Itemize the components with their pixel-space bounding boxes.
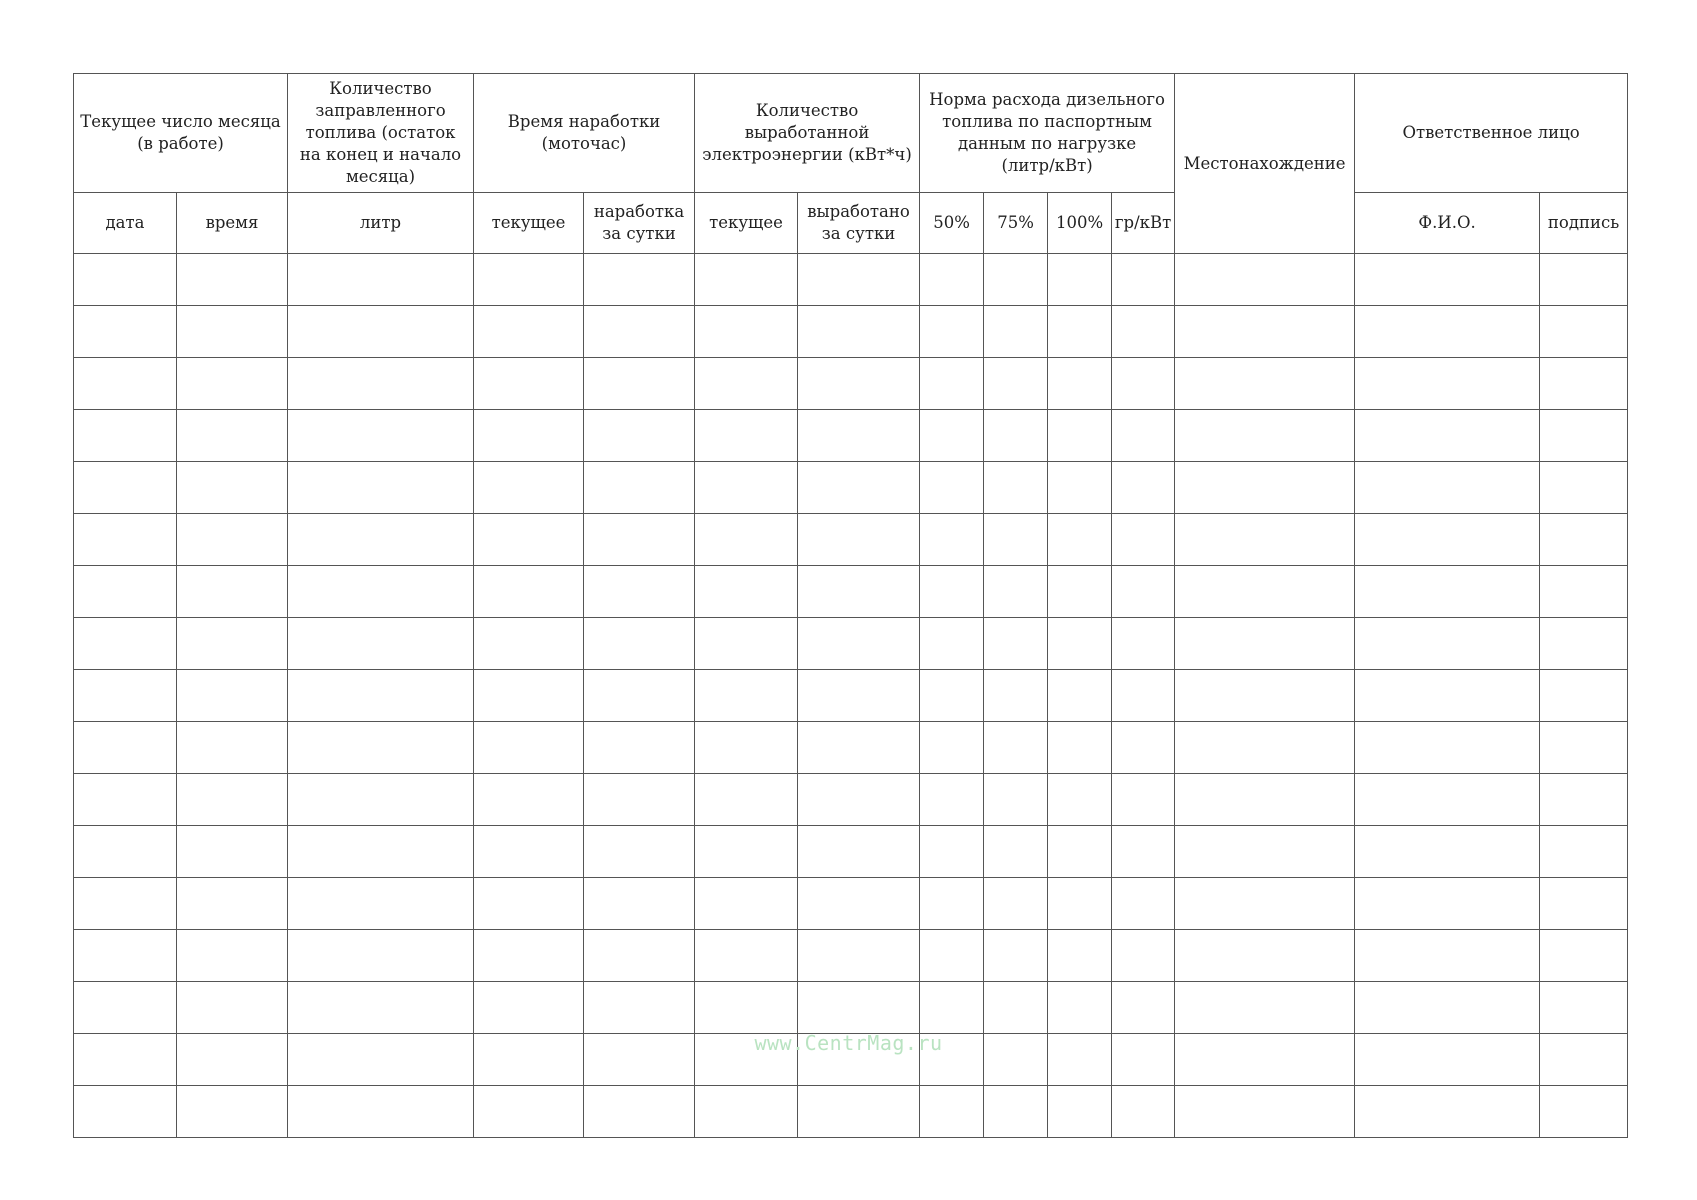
blank-cell[interactable] (74, 566, 177, 618)
blank-cell[interactable] (920, 462, 984, 514)
blank-cell[interactable] (1175, 566, 1355, 618)
blank-cell[interactable] (695, 514, 798, 566)
blank-cell[interactable] (1355, 930, 1540, 982)
blank-cell[interactable] (177, 618, 288, 670)
blank-cell[interactable] (474, 774, 584, 826)
blank-cell[interactable] (920, 618, 984, 670)
blank-entry-rows (74, 254, 1628, 1138)
blank-cell[interactable] (288, 462, 474, 514)
table-row (74, 1086, 1628, 1138)
blank-cell[interactable] (584, 878, 695, 930)
blank-cell[interactable] (920, 410, 984, 462)
blank-cell[interactable] (1175, 982, 1355, 1034)
table-row (74, 462, 1628, 514)
blank-cell[interactable] (1175, 826, 1355, 878)
subheader-date: дата (74, 193, 177, 254)
blank-cell[interactable] (695, 254, 798, 306)
blank-cell[interactable] (1355, 618, 1540, 670)
blank-cell[interactable] (474, 618, 584, 670)
blank-cell[interactable] (1175, 670, 1355, 722)
blank-cell[interactable] (695, 1086, 798, 1138)
blank-cell[interactable] (1355, 254, 1540, 306)
blank-cell[interactable] (288, 878, 474, 930)
blank-cell[interactable] (1175, 254, 1355, 306)
blank-cell[interactable] (798, 462, 920, 514)
blank-cell[interactable] (177, 410, 288, 462)
blank-cell[interactable] (1112, 878, 1175, 930)
blank-cell[interactable] (695, 826, 798, 878)
blank-cell[interactable] (584, 254, 695, 306)
blank-cell[interactable] (584, 358, 695, 410)
subheader-liter: литр (288, 193, 474, 254)
header-responsible-person: Ответственное лицо (1355, 74, 1628, 193)
blank-cell[interactable] (74, 618, 177, 670)
blank-cell[interactable] (177, 462, 288, 514)
blank-cell[interactable] (74, 878, 177, 930)
blank-cell[interactable] (1540, 826, 1628, 878)
blank-cell[interactable] (1540, 878, 1628, 930)
blank-cell[interactable] (1355, 566, 1540, 618)
blank-cell[interactable] (984, 566, 1048, 618)
table-row (74, 306, 1628, 358)
subheader-energy-current: текущее (695, 193, 798, 254)
blank-cell[interactable] (1112, 982, 1175, 1034)
blank-cell[interactable] (920, 670, 984, 722)
blank-cell[interactable] (920, 722, 984, 774)
blank-cell[interactable] (1112, 826, 1175, 878)
blank-cell[interactable] (984, 1086, 1048, 1138)
fuel-log-form (73, 73, 1627, 1138)
blank-cell[interactable] (474, 410, 584, 462)
blank-cell[interactable] (584, 982, 695, 1034)
blank-cell[interactable] (1112, 722, 1175, 774)
blank-cell[interactable] (1048, 254, 1112, 306)
subheader-load-100: 100% (1048, 193, 1112, 254)
blank-cell[interactable] (695, 566, 798, 618)
blank-cell[interactable] (920, 358, 984, 410)
blank-cell[interactable] (695, 982, 798, 1034)
blank-cell[interactable] (177, 722, 288, 774)
blank-cell[interactable] (177, 514, 288, 566)
blank-cell[interactable] (584, 1086, 695, 1138)
blank-cell[interactable] (474, 826, 584, 878)
subheader-signature: подпись (1540, 193, 1628, 254)
blank-cell[interactable] (177, 566, 288, 618)
blank-cell[interactable] (1355, 462, 1540, 514)
blank-cell[interactable] (984, 514, 1048, 566)
blank-cell[interactable] (1355, 722, 1540, 774)
blank-cell[interactable] (288, 1086, 474, 1138)
blank-cell[interactable] (1175, 358, 1355, 410)
blank-cell[interactable] (1112, 670, 1175, 722)
blank-cell[interactable] (1048, 566, 1112, 618)
blank-cell[interactable] (984, 618, 1048, 670)
blank-cell[interactable] (798, 358, 920, 410)
blank-cell[interactable] (177, 358, 288, 410)
blank-cell[interactable] (695, 722, 798, 774)
blank-cell[interactable] (1048, 618, 1112, 670)
blank-cell[interactable] (584, 774, 695, 826)
blank-cell[interactable] (984, 670, 1048, 722)
blank-cell[interactable] (1175, 306, 1355, 358)
blank-cell[interactable] (74, 982, 177, 1034)
blank-cell[interactable] (74, 306, 177, 358)
blank-cell[interactable] (1112, 358, 1175, 410)
blank-cell[interactable] (288, 566, 474, 618)
blank-cell[interactable] (288, 670, 474, 722)
subheader-full-name: Ф.И.О. (1355, 193, 1540, 254)
blank-cell[interactable] (1175, 774, 1355, 826)
blank-cell[interactable] (1048, 670, 1112, 722)
blank-cell[interactable] (1048, 306, 1112, 358)
subheader-load-50: 50% (920, 193, 984, 254)
blank-cell[interactable] (798, 982, 920, 1034)
blank-cell[interactable] (984, 982, 1048, 1034)
table-row (74, 618, 1628, 670)
blank-cell[interactable] (584, 618, 695, 670)
blank-cell[interactable] (1112, 514, 1175, 566)
blank-cell[interactable] (1540, 306, 1628, 358)
blank-cell[interactable] (1540, 1086, 1628, 1138)
table-row (74, 930, 1628, 982)
blank-cell[interactable] (74, 670, 177, 722)
blank-cell[interactable] (695, 670, 798, 722)
blank-cell[interactable] (474, 566, 584, 618)
blank-cell[interactable] (1048, 774, 1112, 826)
subheader-gram-per-kw: гр/кВт (1112, 193, 1175, 254)
blank-cell[interactable] (920, 566, 984, 618)
blank-cell[interactable] (74, 826, 177, 878)
blank-cell[interactable] (695, 358, 798, 410)
blank-cell[interactable] (1112, 1086, 1175, 1138)
blank-cell[interactable] (1175, 722, 1355, 774)
blank-cell[interactable] (1048, 826, 1112, 878)
blank-cell[interactable] (288, 982, 474, 1034)
blank-cell[interactable] (177, 670, 288, 722)
blank-cell[interactable] (695, 930, 798, 982)
blank-cell[interactable] (920, 514, 984, 566)
blank-cell[interactable] (798, 306, 920, 358)
blank-cell[interactable] (1048, 982, 1112, 1034)
blank-cell[interactable] (1175, 410, 1355, 462)
blank-cell[interactable] (1048, 462, 1112, 514)
blank-cell[interactable] (1540, 514, 1628, 566)
blank-cell[interactable] (1048, 1086, 1112, 1138)
blank-cell[interactable] (74, 254, 177, 306)
blank-cell[interactable] (288, 618, 474, 670)
blank-cell[interactable] (288, 774, 474, 826)
blank-cell[interactable] (1048, 358, 1112, 410)
blank-cell[interactable] (474, 1086, 584, 1138)
blank-cell[interactable] (474, 982, 584, 1034)
blank-cell[interactable] (984, 930, 1048, 982)
blank-cell[interactable] (798, 722, 920, 774)
blank-cell[interactable] (1112, 306, 1175, 358)
table-row (74, 878, 1628, 930)
blank-cell[interactable] (1540, 410, 1628, 462)
subheader-time: время (177, 193, 288, 254)
blank-cell[interactable] (474, 514, 584, 566)
blank-cell[interactable] (288, 306, 474, 358)
blank-cell[interactable] (984, 358, 1048, 410)
blank-cell[interactable] (1112, 410, 1175, 462)
blank-cell[interactable] (177, 930, 288, 982)
blank-cell[interactable] (984, 410, 1048, 462)
subheader-running-per-day: наработка за сутки (584, 193, 695, 254)
blank-cell[interactable] (920, 774, 984, 826)
blank-cell[interactable] (74, 774, 177, 826)
blank-cell[interactable] (1175, 1086, 1355, 1138)
blank-cell[interactable] (1048, 410, 1112, 462)
header-running-time: Время наработки (моточас) (474, 74, 695, 193)
table-row (74, 254, 1628, 306)
blank-cell[interactable] (177, 1086, 288, 1138)
blank-cell[interactable] (177, 254, 288, 306)
blank-cell[interactable] (920, 1086, 984, 1138)
blank-cell[interactable] (984, 774, 1048, 826)
blank-cell[interactable] (798, 826, 920, 878)
table-row (74, 722, 1628, 774)
blank-cell[interactable] (474, 670, 584, 722)
blank-cell[interactable] (474, 878, 584, 930)
blank-cell[interactable] (984, 878, 1048, 930)
blank-cell[interactable] (74, 1086, 177, 1138)
blank-cell[interactable] (584, 306, 695, 358)
blank-cell[interactable] (920, 930, 984, 982)
blank-cell[interactable] (584, 930, 695, 982)
blank-cell[interactable] (288, 514, 474, 566)
blank-cell[interactable] (984, 306, 1048, 358)
fuel-log-table (73, 73, 1628, 1138)
header-fuel-amount: Количество заправленного топлива (остаток на конец и начало месяца) (288, 74, 474, 193)
blank-cell[interactable] (695, 410, 798, 462)
blank-cell[interactable] (584, 410, 695, 462)
watermark-text: www.CentrMag.ru (754, 1031, 943, 1055)
subheader-running-current: текущее (474, 193, 584, 254)
blank-cell[interactable] (1048, 878, 1112, 930)
blank-cell[interactable] (920, 306, 984, 358)
blank-cell[interactable] (695, 462, 798, 514)
header-energy-output: Количество выработанной электроэнергии (кВт*ч) (695, 74, 920, 193)
blank-cell[interactable] (1355, 306, 1540, 358)
blank-cell[interactable] (584, 826, 695, 878)
subheader-energy-per-day: выработано за сутки (798, 193, 920, 254)
blank-cell[interactable] (920, 254, 984, 306)
blank-cell[interactable] (920, 982, 984, 1034)
blank-cell[interactable] (1112, 566, 1175, 618)
table-row (74, 410, 1628, 462)
table-row (74, 358, 1628, 410)
blank-cell[interactable] (798, 514, 920, 566)
blank-cell[interactable] (1112, 254, 1175, 306)
blank-cell[interactable] (798, 774, 920, 826)
blank-cell[interactable] (1540, 722, 1628, 774)
blank-cell[interactable] (74, 930, 177, 982)
table-row (74, 566, 1628, 618)
blank-cell[interactable] (798, 254, 920, 306)
table-row (74, 670, 1628, 722)
blank-cell[interactable] (74, 410, 177, 462)
blank-cell[interactable] (74, 358, 177, 410)
blank-cell[interactable] (1355, 878, 1540, 930)
table-row (74, 826, 1628, 878)
blank-cell[interactable] (1112, 930, 1175, 982)
blank-cell[interactable] (1540, 982, 1628, 1034)
blank-cell[interactable] (74, 514, 177, 566)
blank-cell[interactable] (1355, 774, 1540, 826)
blank-cell[interactable] (474, 930, 584, 982)
table-row (74, 514, 1628, 566)
blank-cell[interactable] (1355, 1086, 1540, 1138)
blank-cell[interactable] (584, 462, 695, 514)
blank-cell[interactable] (1112, 462, 1175, 514)
blank-cell[interactable] (584, 670, 695, 722)
blank-cell[interactable] (1048, 722, 1112, 774)
blank-cell[interactable] (920, 826, 984, 878)
blank-cell[interactable] (1355, 358, 1540, 410)
blank-cell[interactable] (177, 306, 288, 358)
blank-cell[interactable] (474, 254, 584, 306)
blank-cell[interactable] (1355, 514, 1540, 566)
blank-cell[interactable] (1355, 410, 1540, 462)
blank-cell[interactable] (288, 358, 474, 410)
blank-cell[interactable] (584, 722, 695, 774)
blank-cell[interactable] (798, 1086, 920, 1138)
blank-cell[interactable] (1112, 618, 1175, 670)
blank-cell[interactable] (1048, 930, 1112, 982)
blank-cell[interactable] (288, 410, 474, 462)
blank-cell[interactable] (1175, 462, 1355, 514)
blank-cell[interactable] (474, 358, 584, 410)
blank-cell[interactable] (1540, 774, 1628, 826)
table-row (74, 982, 1628, 1034)
blank-cell[interactable] (177, 774, 288, 826)
blank-cell[interactable] (288, 254, 474, 306)
blank-cell[interactable] (695, 774, 798, 826)
header-day-of-month: Текущее число месяца (в работе) (74, 74, 288, 193)
blank-cell[interactable] (695, 878, 798, 930)
header-fuel-norm: Норма расхода дизельного топлива по паспортным данным по нагрузке (литр/кВт) (920, 74, 1175, 193)
blank-cell[interactable] (1112, 774, 1175, 826)
blank-cell[interactable] (1540, 618, 1628, 670)
blank-cell[interactable] (798, 410, 920, 462)
blank-cell[interactable] (984, 254, 1048, 306)
blank-cell[interactable] (798, 670, 920, 722)
blank-cell[interactable] (798, 930, 920, 982)
blank-cell[interactable] (1175, 514, 1355, 566)
blank-cell[interactable] (74, 462, 177, 514)
blank-cell[interactable] (474, 722, 584, 774)
blank-cell[interactable] (1540, 670, 1628, 722)
blank-cell[interactable] (1540, 462, 1628, 514)
blank-cell[interactable] (1175, 930, 1355, 982)
blank-cell[interactable] (695, 306, 798, 358)
blank-cell[interactable] (798, 618, 920, 670)
blank-cell[interactable] (1540, 254, 1628, 306)
blank-cell[interactable] (1175, 878, 1355, 930)
blank-cell[interactable] (288, 826, 474, 878)
blank-cell[interactable] (584, 566, 695, 618)
header-location: Местонахождение (1175, 74, 1355, 254)
blank-cell[interactable] (474, 306, 584, 358)
blank-cell[interactable] (177, 982, 288, 1034)
blank-cell[interactable] (74, 722, 177, 774)
blank-cell[interactable] (1355, 982, 1540, 1034)
blank-cell[interactable] (695, 618, 798, 670)
blank-cell[interactable] (1048, 514, 1112, 566)
blank-cell[interactable] (474, 462, 584, 514)
blank-cell[interactable] (1355, 826, 1540, 878)
blank-cell[interactable] (177, 878, 288, 930)
blank-cell[interactable] (1540, 566, 1628, 618)
blank-cell[interactable] (1355, 670, 1540, 722)
blank-cell[interactable] (984, 722, 1048, 774)
subheader-load-75: 75% (984, 193, 1048, 254)
blank-cell[interactable] (798, 566, 920, 618)
blank-cell[interactable] (984, 462, 1048, 514)
blank-cell[interactable] (177, 826, 288, 878)
blank-cell[interactable] (584, 514, 695, 566)
blank-cell[interactable] (1175, 618, 1355, 670)
table-row (74, 774, 1628, 826)
blank-cell[interactable] (1540, 930, 1628, 982)
blank-cell[interactable] (920, 878, 984, 930)
blank-cell[interactable] (984, 826, 1048, 878)
blank-cell[interactable] (798, 878, 920, 930)
blank-cell[interactable] (288, 930, 474, 982)
blank-cell[interactable] (1540, 358, 1628, 410)
blank-cell[interactable] (288, 722, 474, 774)
